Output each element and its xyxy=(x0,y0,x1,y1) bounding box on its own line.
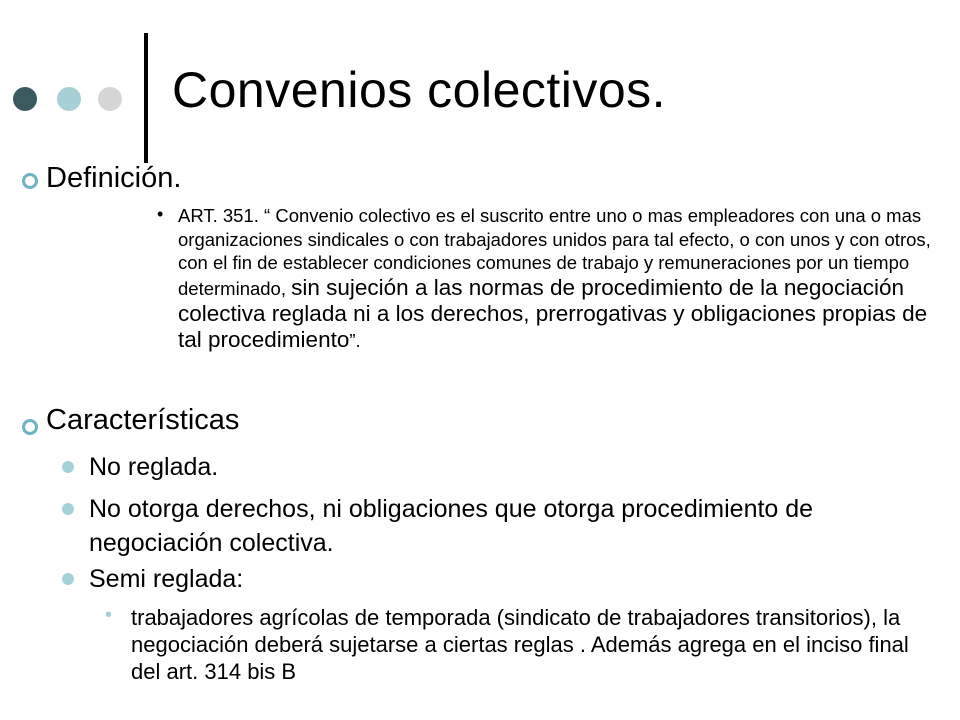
ring-bullet-icon xyxy=(22,419,38,435)
list-item: No otorga derechos, ni obligaciones que otorga procedimiento de negociación colectiva. xyxy=(89,495,814,557)
article-text-small: ART. 351. “ Convenio colectivo es el suscrito entre uno o mas empleadores con una o mas organizaciones sindicales o con trabajadores unidos para tal efecto, o con unos y con otros, con el fin de establecer condiciones comunes de trabajo y remuneraciones por un tiempo determinado, xyxy=(178,205,931,299)
round-bullet-icon xyxy=(62,461,74,473)
title-divider-line xyxy=(144,33,148,163)
gray-dot-decoration xyxy=(98,87,122,111)
article-text xyxy=(178,204,948,353)
section-heading-definicion: Definición. xyxy=(46,162,182,194)
ring-bullet-icon xyxy=(22,173,38,189)
round-bullet-icon xyxy=(62,573,74,585)
dark-dot-decoration xyxy=(13,87,37,111)
slide-title: Convenios colectivos. xyxy=(172,62,667,118)
bullet-icon: • xyxy=(157,204,164,224)
bullet-icon: • xyxy=(105,604,113,626)
article-text-large: sin sujeción a las normas de procedimiento de la negociación colectiva reglada ni a los derechos, prerrogativas y obligaciones propias de tal procedimiento xyxy=(178,274,928,352)
article-closing: ”. xyxy=(349,329,361,351)
sub-list-item: trabajadores agrícolas de temporada (sindicato de trabajadores transitorios), la negociación deberá sujetarse a ciertas reglas . Además agrega en el inciso final del art. 314 bis B xyxy=(131,605,909,684)
list-item: Semi reglada: xyxy=(89,565,244,593)
round-bullet-icon xyxy=(62,503,74,515)
list-item: No reglada. xyxy=(89,453,219,481)
section-heading-caracteristicas: Características xyxy=(46,404,240,436)
teal-dot-decoration xyxy=(57,87,81,111)
